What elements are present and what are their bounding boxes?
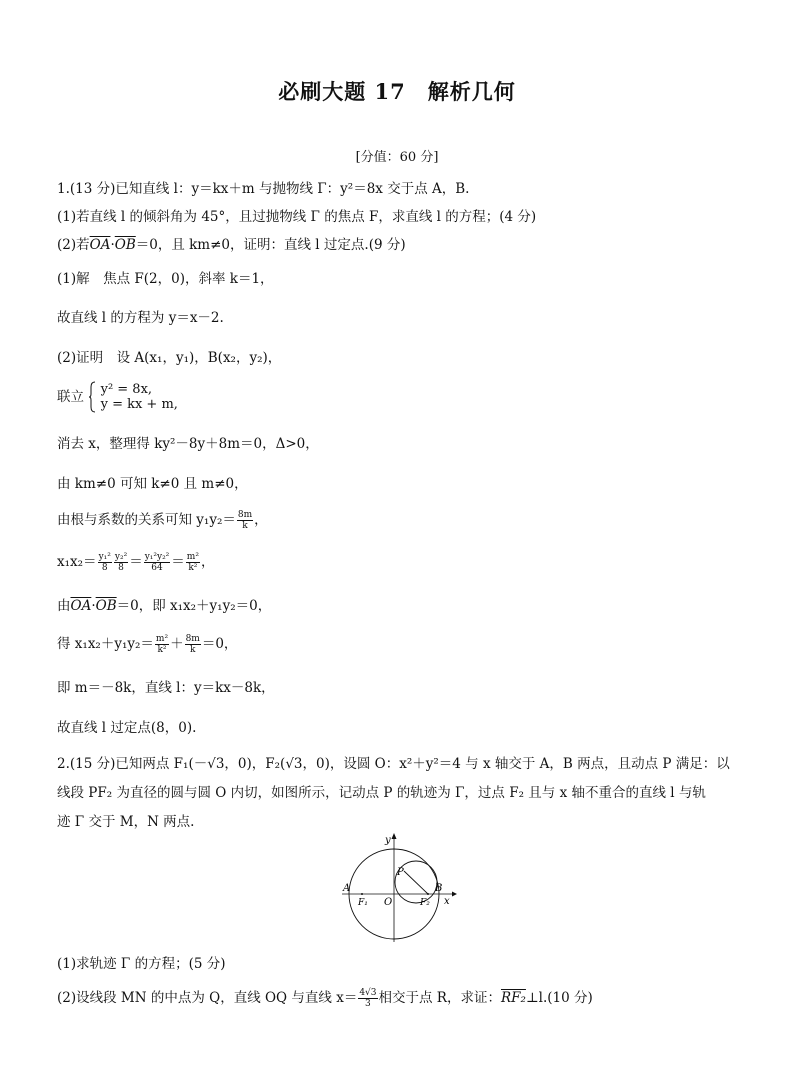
dot-op: · bbox=[91, 598, 96, 614]
fraction-numerator: 8m bbox=[185, 634, 200, 644]
label-o: O bbox=[384, 897, 393, 908]
fraction-denominator: k² bbox=[157, 645, 167, 655]
label-x: x bbox=[444, 896, 450, 907]
vector-ob: $\overline{OB}$ bbox=[114, 237, 136, 253]
q1-part2-pre: (2)若 bbox=[57, 237, 90, 253]
system-eq-1: y² = 8x, bbox=[100, 382, 153, 397]
fraction-numerator: y₁²y₂² bbox=[144, 552, 170, 562]
dot-op: · bbox=[110, 237, 115, 253]
fraction-numerator: m² bbox=[155, 634, 169, 644]
plus: ＋ bbox=[170, 636, 184, 652]
q2-part2-pre: (2)设线段 MN 的中点为 Q，直线 OQ 与直线 x＝ bbox=[57, 990, 358, 1006]
equals: ＝ bbox=[129, 554, 143, 570]
s10-post: ＝0， bbox=[201, 636, 238, 652]
q1-sol-line-12: 故直线 l 过定点(8，0). bbox=[57, 720, 197, 736]
vector-oa: $\overline{OA}$ bbox=[89, 237, 111, 253]
y-axis-arrow bbox=[392, 833, 397, 839]
point-f2 bbox=[427, 893, 429, 895]
vector-ob: $\overline{OB}$ bbox=[95, 598, 117, 614]
label-a: A bbox=[343, 883, 351, 894]
q1-part1: (1)若直线 l 的倾斜角为 45°，且过抛物线 Γ 的焦点 F，求直线 l 的方程；(4 分) bbox=[57, 209, 537, 225]
fraction-denominator: k bbox=[242, 521, 248, 531]
fraction-denominator: 8 bbox=[118, 563, 124, 573]
q1-sol-line-2: 故直线 l 的方程为 y＝x－2. bbox=[57, 310, 224, 326]
fraction-denominator: 64 bbox=[151, 563, 163, 573]
fraction bbox=[155, 634, 169, 655]
q1-sol-line-6: 由 km≠0 可知 k≠0 且 m≠0， bbox=[57, 476, 248, 492]
q1-sol-line-1: (1)解 焦点 F(2，0)，斜率 k＝1， bbox=[57, 271, 274, 287]
fraction bbox=[237, 510, 253, 531]
label-p: P bbox=[397, 867, 404, 878]
q2-part2-mid: 相交于点 R，求证： bbox=[378, 990, 501, 1006]
q1-sol-line-3: (2)证明 设 A(x₁，y₁)，B(x₂，y₂)， bbox=[57, 350, 282, 366]
s8-post: ， bbox=[200, 554, 215, 570]
q2-stem-line-2: 线段 PF₂ 为直径的圆与圆 O 内切，如图所示，记动点 P 的轨迹为 Γ，过点 F₂ 且与 x 轴不重合的直线 l 与轨 bbox=[57, 785, 706, 801]
fraction-denominator: k² bbox=[188, 563, 198, 573]
fraction bbox=[185, 634, 201, 655]
brace-icon bbox=[88, 381, 96, 413]
q1-sol-line-4 bbox=[57, 381, 178, 413]
fraction bbox=[98, 552, 112, 573]
q1-sol-line-11: 即 m＝－8k，直线 l：y＝kx－8k， bbox=[57, 680, 275, 696]
q1-sol-line-8 bbox=[57, 552, 214, 573]
s8-pre: x₁x₂＝ bbox=[57, 554, 97, 570]
fraction bbox=[358, 988, 377, 1009]
s7-pre: 由根与系数的关系可知 y₁y₂＝ bbox=[57, 512, 236, 528]
q1-part2 bbox=[57, 236, 406, 254]
score-label: [分值：60 分] bbox=[355, 150, 439, 165]
fraction-numerator: m² bbox=[186, 552, 199, 562]
label-y: y bbox=[385, 835, 391, 846]
fraction-numerator: 4√3 bbox=[359, 988, 377, 998]
fraction-numerator: y₂² bbox=[114, 552, 128, 562]
q1-sol-line-5: 消去 x，整理得 ky²－8y＋8m＝0，Δ>0， bbox=[57, 436, 319, 452]
fraction-numerator: 8m bbox=[237, 510, 253, 520]
q2-stem-line-3: 迹 Γ 交于 M，N 两点. bbox=[57, 814, 195, 830]
fraction bbox=[114, 552, 128, 573]
label-b: B bbox=[435, 883, 443, 894]
q2-part2-post: ⊥l.(10 分) bbox=[525, 990, 593, 1006]
equals: ＝ bbox=[171, 554, 185, 570]
s9-post: ＝0，即 x₁x₂＋y₁y₂＝0， bbox=[116, 598, 272, 614]
label-f2: F₂ bbox=[420, 898, 430, 908]
q2-part1: (1)求轨迹 Γ 的方程；(5 分) bbox=[57, 956, 226, 972]
s10-pre: 得 x₁x₂＋y₁y₂＝ bbox=[57, 636, 154, 652]
fraction-denominator: 8 bbox=[101, 563, 108, 573]
q1-sol-line-7 bbox=[57, 510, 268, 531]
fraction-denominator: 3 bbox=[365, 999, 371, 1009]
s9-pre: 由 bbox=[57, 598, 71, 614]
point-f1 bbox=[361, 893, 363, 895]
fraction-numerator: y₁² bbox=[98, 552, 111, 562]
fraction-denominator: k bbox=[189, 645, 196, 655]
page-title: 必刷大题 17 解析几何 bbox=[278, 79, 516, 104]
q2-stem-line-1: 2.(15 分)已知两点 F₁(－√3，0)，F₂(√3，0)，设圆 O：x²＋y²＝4 与 x 轴交于 A，B 两点，且动点 P 满足：以 bbox=[57, 756, 730, 772]
q1-part2-post: ＝0，且 km≠0，证明：直线 l 过定点.(9 分) bbox=[135, 237, 406, 253]
system-eq-2: y = kx + m, bbox=[100, 397, 178, 412]
vector-rf2: RF₂ bbox=[500, 990, 526, 1006]
s7-post: ， bbox=[254, 512, 268, 528]
segment-pf2 bbox=[404, 871, 428, 894]
q2-part2 bbox=[57, 988, 593, 1009]
q1-sol-line-10 bbox=[57, 634, 237, 655]
fraction bbox=[144, 552, 171, 573]
system-label: 联立 bbox=[57, 389, 84, 405]
figure-circle-diagram bbox=[336, 830, 460, 944]
q1-sol-line-9 bbox=[57, 597, 271, 615]
vector-oa: $\overline{OA}$ bbox=[70, 598, 92, 614]
label-f1: F₁ bbox=[358, 898, 368, 908]
q1-stem: 1.(13 分)已知直线 l：y＝kx＋m 与抛物线 Γ：y²＝8x 交于点 A，B. bbox=[57, 181, 470, 197]
x-axis-arrow bbox=[452, 892, 457, 897]
fraction bbox=[186, 552, 200, 573]
equation-system bbox=[101, 382, 178, 412]
